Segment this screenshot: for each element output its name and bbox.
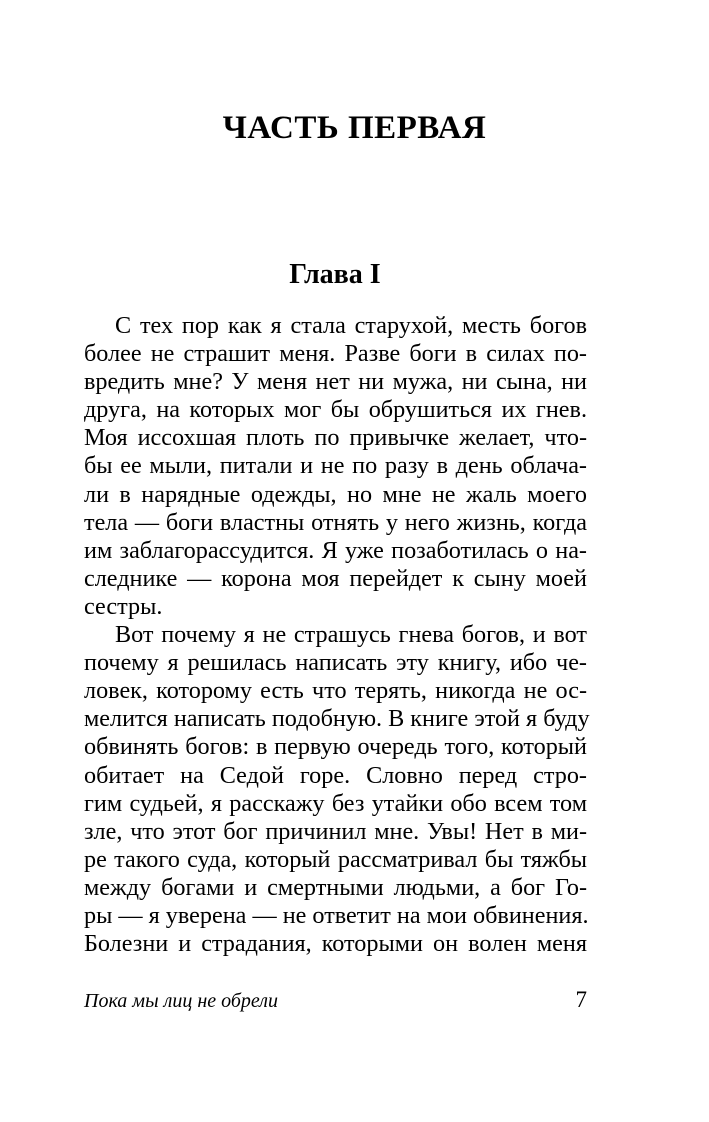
text-line: Моя иссохшая плоть по привычке желает, что- (84, 424, 587, 452)
text-line: Вот почему я не страшусь гнева богов, и вот (115, 621, 587, 649)
text-line: мелится написать подобную. В книге этой я буду (84, 705, 590, 733)
page-number: 7 (575, 987, 587, 1012)
text-line: тела — боги властны отнять у него жизнь, когда (84, 508, 587, 536)
text-line: обвинять богов: в первую очередь того, который (84, 733, 587, 761)
text-line: Болезни и страдания, которыми он волен меня (84, 930, 587, 958)
text-line: почему я решилась написать эту книгу, ибо че- (84, 649, 587, 677)
text-line: ли в нарядные одежды, но мне не жаль моего (84, 480, 587, 508)
text-line: более не страшит меня. Разве боги в силах по- (84, 340, 587, 368)
text-line: сестры. (84, 592, 163, 620)
text-line: вредить мне? У меня нет ни мужа, ни сына, ни (84, 368, 587, 396)
chapter-title: Глава I (289, 259, 381, 290)
text-line: между богами и смертными людьми, а бог Го- (84, 873, 587, 901)
part-title: ЧАСТЬ ПЕРВАЯ (222, 110, 487, 146)
text-line: друга, на которых мог бы обрушиться их гнев. (84, 396, 587, 424)
text-line: ре такого суда, который рассматривал бы тяжбы (84, 845, 587, 873)
text-line: зле, что этот бог причинил мне. Увы! Нет в ми- (84, 817, 587, 845)
text-line: ры — я уверена — не ответит на мои обвинения. (84, 901, 589, 929)
text-line: бы ее мыли, питали и не по разу в день облача- (84, 452, 587, 480)
text-line: гим судьей, я расскажу без утайки обо всем том (84, 789, 587, 817)
text-line: С тех пор как я стала старухой, месть богов (115, 312, 587, 339)
text-line: им заблагорассудится. Я уже позаботилась о на- (84, 536, 587, 564)
running-footer-title: Пока мы лиц не обрели (84, 990, 279, 1012)
text-line: ловек, которому есть что терять, никогда не ос- (84, 677, 587, 705)
text-line: обитает на Седой горе. Словно перед стро- (84, 761, 587, 789)
text-line: следнике — корона моя перейдет к сыну моей (84, 564, 587, 592)
body-text (84, 312, 590, 958)
